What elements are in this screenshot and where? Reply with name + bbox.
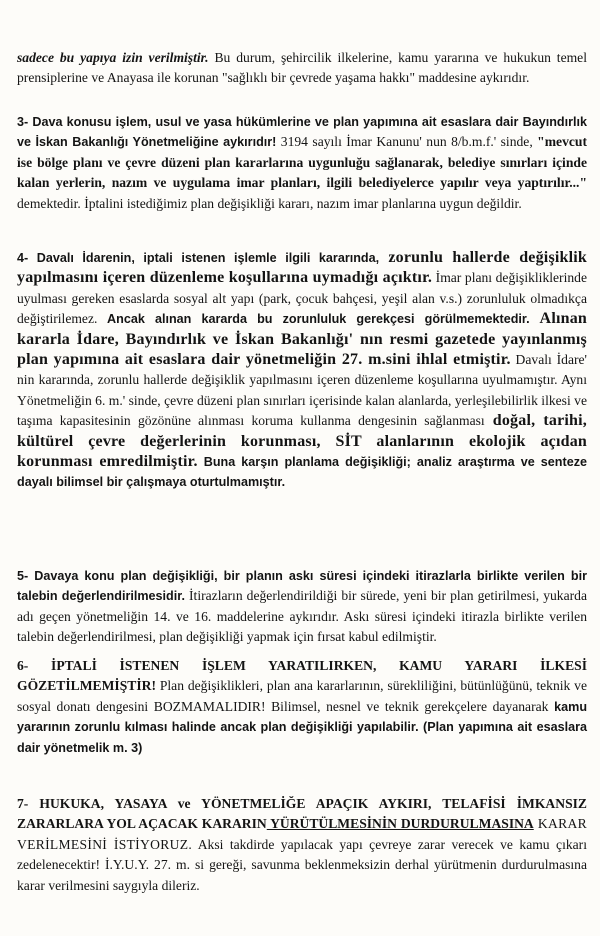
caps-text: KARAR VERİLMESİNİ İSTİYORUZ.: [17, 816, 587, 852]
paragraph-6: [17, 656, 587, 758]
emphasis-large: doğal, tarihi, kültürel çevre değerlerinin korunması, SİT alanlarının ekolojik açıdan korunması emredilmiştir.: [17, 412, 587, 471]
paragraph-3: [17, 112, 587, 214]
paragraph-text: Davalı İdare' nin kararında, zorunlu hallerde değişiklik yapılmasını içeren düzenleme koşullarına uyulmamıştır. Aynı Yönetmeliğin 6. m.' sinde, çevre düzeni plan sınırları içerisinde kalan alanlarda, yerleşilebilirlik ilkesi ve taşıma kapasitesinin gözönüne alınması koruma kullanma dengesinin sağlanması: [17, 352, 587, 429]
law-quote: "mevcut ise bölge planı ve çevre düzeni plan kararlarına uygunluğu sağlanarak, belediye sınırları içinde kalan yerlerin, nazım ve uygulama imar planları, ilgili belediyelerce yapılır veya yaptırılır...": [17, 134, 587, 191]
paragraph-text: Bu durum, şehircilik ilkelerine, kamu yararına ve hukukun temel prensiplerine ve Anayasa ile korunan "sağlıklı bir çevrede yaşama hakkı" maddesine aykırıdır.: [17, 50, 587, 86]
lead-emphasis: sadece bu yapıya izin verilmiştir.: [17, 50, 209, 65]
underlined-request: YÜRÜTÜLMESİNİN DURDURULMASINA: [266, 816, 534, 832]
paragraph-text: demektedir. İptalini istediğimiz plan değişikliği kararı, nazım imar planlarına uygun değildir.: [17, 195, 522, 211]
paragraph-text: İmar planı değişikliklerinde uyulması gereken esaslarda sosyal alt yapı (park, çocuk bahçesi, yeşil alan v.s.) zorunluluk olmadıkça değiştirilemez.: [17, 270, 587, 327]
paragraph-heading: 7- HUKUKA, YASAYA ve YÖNETMELİĞE APAÇIK AYKIRI, TELAFİSİ İMKANSIZ ZARARLARA YOL AÇACAK KARARIN: [17, 796, 587, 832]
paragraph-5: [17, 566, 587, 648]
emphasis-text: kamu yararının zorunlu kılması halinde ancak plan değişikliği yapılabilir. (Plan yapımına ait esaslara dair yönetmelik m. 3): [17, 699, 588, 755]
paragraph-text: 3194 sayılı İmar Kanunu' nun 8/b.m.f.' sinde,: [276, 134, 538, 150]
emphasis-text: Buna karşın planlama değişikliği; analiz araştırma ve senteze dayalı bilimsel bir çalışmaya oturtulmamıştır.: [17, 455, 587, 490]
emphasis-text: Ancak alınan kararda bu zorunluluk gerekçesi görülmemektedir.: [97, 312, 530, 327]
paragraph-text: İtirazların değerlendirildiği bir sürede, yeni bir plan getirilmesi, yukarda adı geçen yönetmeliğin 14. ve 16. maddelerine aykırıdır. Askı süresi içindeki itirazla birlikte verilen talebin değerlendirilmesi, plan değişikliği yapmak için fırsat kabul edilmiştir.: [17, 588, 587, 645]
emphasis-large: Alınan kararla İdare, Bayındırlık ve İskan Bakanlığı' nın resmi gazetede yayınlanmış plan yapımına ait esaslara dair yönetmeliğin 27. m.sini ihlal etmiştir.: [17, 310, 588, 369]
paragraph-text: Aksi takdirde yapılacak yapı çevreye zarar verecek ve kamu çıkarı zedelenecektir! İ.Y.U.Y. 27. m. si gereği, savunma beklenmeksizin derhal yürütmenin durdurulmasına karar verilmesini saygıyla dileriz.: [17, 836, 587, 893]
paragraph-text: Plan değişiklikleri, plan ana kararlarının, sürekliliğini, bütünlüğünü, teknik ve sosyal donatı dengesini BOZMAMALIDIR! Bilimsel, nesnel ve teknik gerekçelere dayanarak: [17, 678, 587, 714]
paragraph-heading: 4- Davalı İdarenin, iptali istenen işlemle ilgili kararında,: [17, 251, 380, 265]
paragraph-heading: 5- Davaya konu plan değişikliği, bir planın askı süresi içindeki itirazlarla birlikte verilen bir talebin değerlendirilmesidir.: [17, 569, 587, 604]
paragraph-heading: 6- İPTALİ İSTENEN İŞLEM YARATILIRKEN, KAMU YARARI İLKESİ GÖZETİLMEMİŞTİR!: [17, 658, 587, 694]
paragraph-heading-large: zorunlu hallerde değişiklik yapılmasını içeren düzenleme koşullarına uymadığı açıktır.: [17, 249, 587, 287]
paragraph-7: [17, 794, 587, 896]
paragraph-heading: 3- Dava konusu işlem, usul ve yasa hükümlerine ve plan yapımına ait esaslara dair Bayındırlık ve İskan Bakanlığı Yönetmeliğine aykırıdır!: [17, 115, 587, 150]
paragraph-continuation: [17, 48, 587, 89]
paragraph-4: [17, 248, 587, 493]
